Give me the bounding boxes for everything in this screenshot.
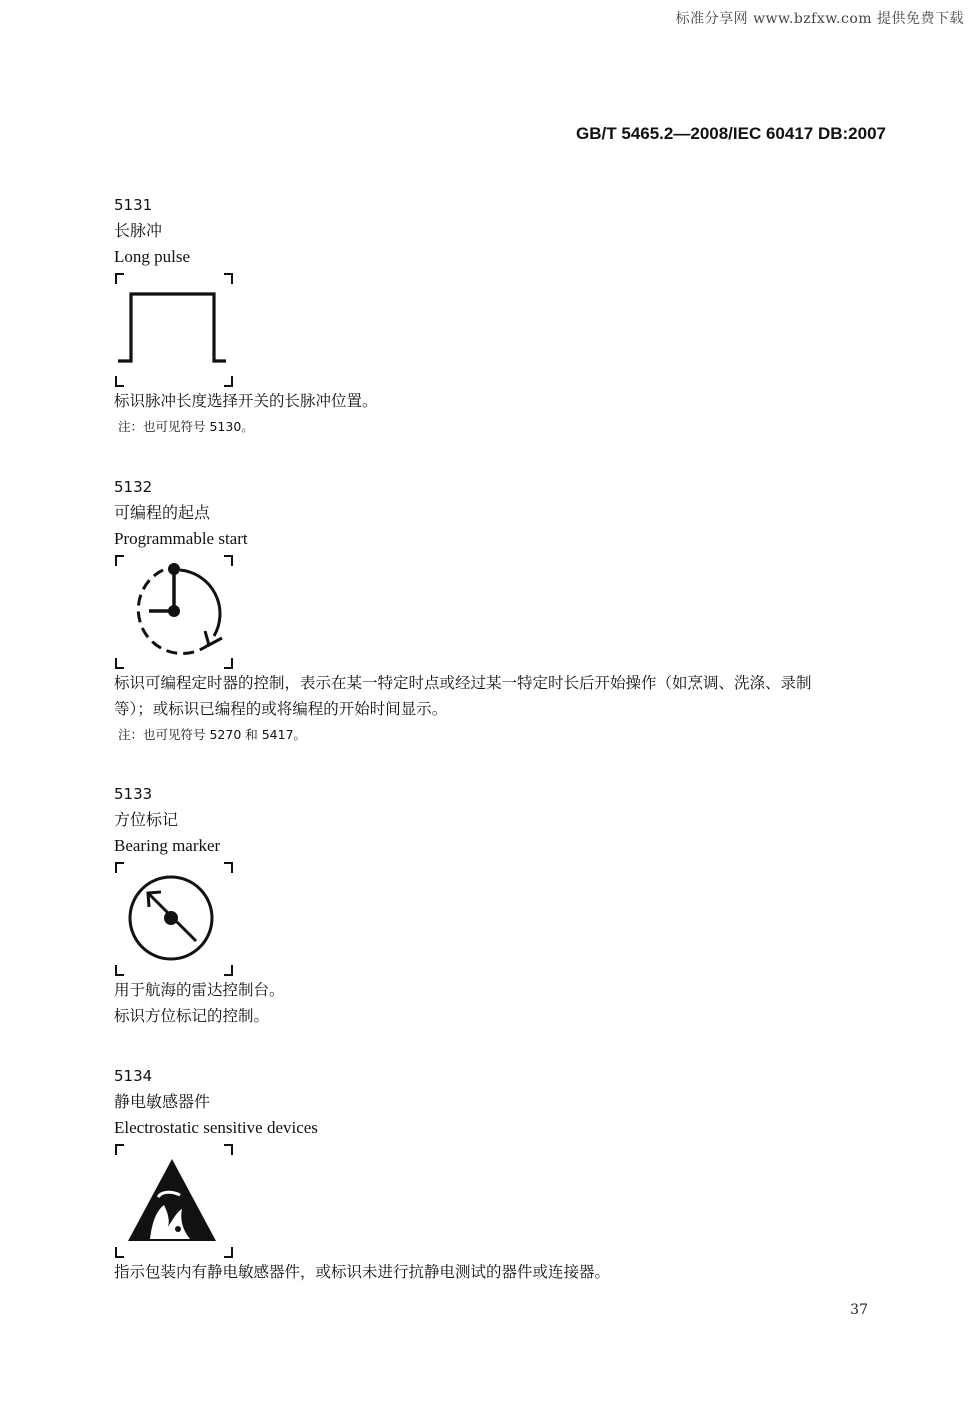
symbol-entry-5134	[114, 1063, 894, 1285]
entry-title-zh: 静电敏感器件	[114, 1092, 211, 1111]
entry-title-en: Long pulse	[114, 247, 191, 266]
entry-title-zh: 可编程的起点	[114, 503, 211, 522]
symbol-entry-5131	[114, 192, 894, 438]
programmable-start-clock-icon	[114, 554, 236, 670]
entry-number: 5133	[114, 785, 153, 803]
entry-description: 标识脉冲长度选择开关的长脉冲位置。	[114, 392, 378, 410]
entry-title-en: Programmable start	[114, 529, 248, 548]
symbol-frame	[114, 554, 236, 670]
symbol-frame	[114, 1143, 236, 1259]
entry-description-line-2: 等）；或标识已编程的或将编程的开始时间显示。	[114, 700, 448, 718]
entry-number: 5131	[114, 196, 153, 214]
bearing-marker-icon	[114, 861, 236, 977]
electrostatic-sensitive-devices-icon	[114, 1143, 236, 1259]
entry-title-zh: 长脉冲	[114, 221, 163, 240]
symbol-frame	[114, 272, 236, 388]
page-number: 37	[850, 1302, 868, 1318]
entry-note: 注：也可见符号 5270 和 5417。	[118, 727, 307, 742]
entry-title-en: Bearing marker	[114, 836, 221, 855]
entry-description: 指示包装内有静电敏感器件，或标识未进行抗静电测试的器件或连接器。	[114, 1263, 611, 1281]
watermark: 标准分享网 www.bzfxw.com 提供免费下载	[675, 11, 964, 27]
entry-number: 5134	[114, 1067, 153, 1085]
standard-header: GB/T 5465.2—2008/IEC 60417 DB:2007	[576, 124, 886, 143]
symbol-frame	[114, 861, 236, 977]
entry-description-line-1: 标识可编程定时器的控制，表示在某一特定时点或经过某一特定时长后开始操作（如烹调、洗涤、录制	[114, 674, 812, 692]
entry-description-line-2: 标识方位标记的控制。	[114, 1007, 270, 1025]
entry-number: 5132	[114, 478, 153, 496]
entry-title-en: Electrostatic sensitive devices	[114, 1118, 318, 1137]
symbol-entry-5133	[114, 781, 894, 1029]
entry-title-zh: 方位标记	[114, 810, 179, 829]
symbol-entry-5132	[114, 474, 894, 746]
long-pulse-icon	[114, 272, 236, 388]
entry-description-line-1: 用于航海的雷达控制台。	[114, 981, 285, 999]
entry-note: 注：也可见符号 5130。	[118, 419, 254, 434]
